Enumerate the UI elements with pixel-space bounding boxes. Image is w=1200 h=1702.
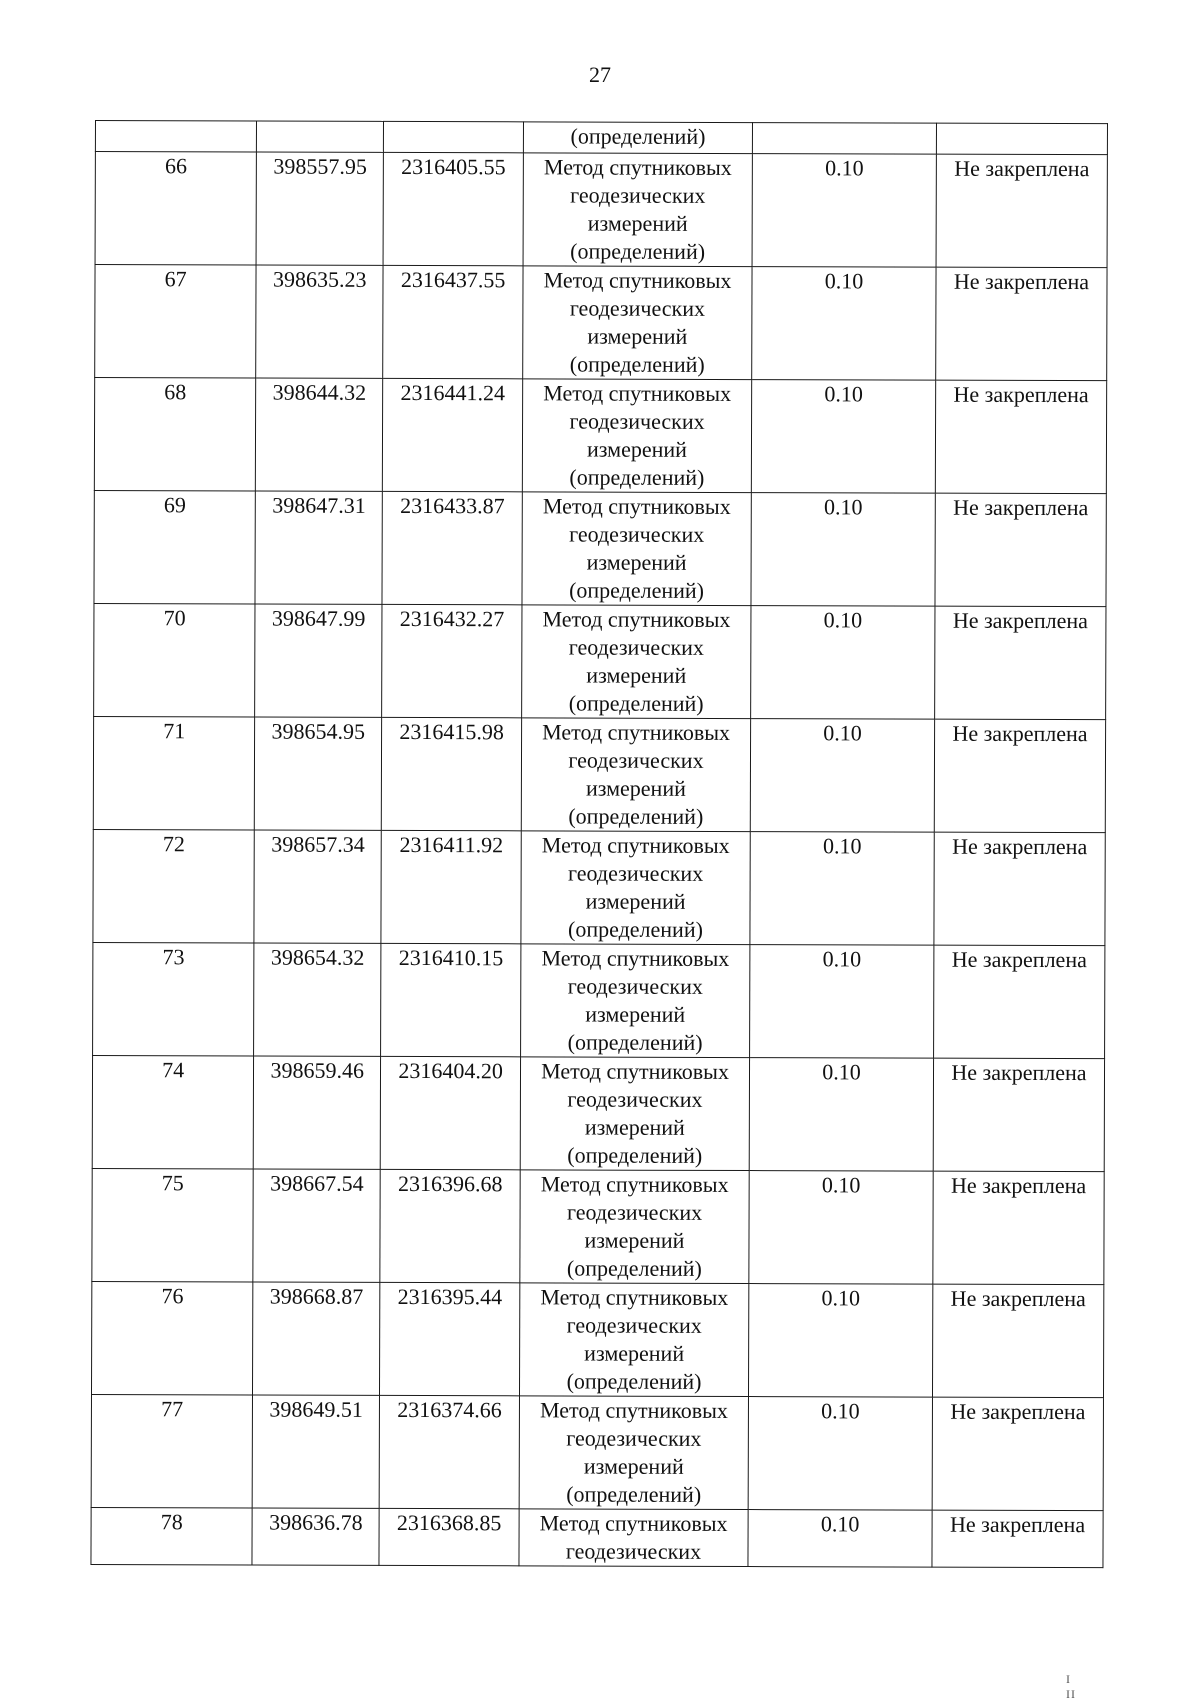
cell-fixing xyxy=(936,123,1107,155)
coordinates-table xyxy=(90,120,1108,1568)
cell-point-number: 73 xyxy=(93,942,255,1056)
cell-y-coordinate: 2316410.15 xyxy=(381,943,521,1056)
cell-method: Метод спутниковых геодезических измерений (определений) xyxy=(522,492,751,606)
table-row xyxy=(93,942,1105,1058)
cell-fixing: Не закреплена xyxy=(936,154,1107,268)
cell-y-coordinate: 2316368.85 xyxy=(379,1508,519,1565)
cell-y-coordinate: 2316433.87 xyxy=(382,491,522,604)
cell-accuracy: 0.10 xyxy=(750,719,934,833)
cell-y-coordinate: 2316374.66 xyxy=(379,1395,519,1508)
cell-fixing: Не закреплена xyxy=(932,1284,1103,1398)
cell-point-number: 72 xyxy=(93,829,255,943)
cell-method: Метод спутниковых геодезических измерений (определений) xyxy=(522,605,751,719)
cell-point-number: 67 xyxy=(95,265,257,379)
cell-x-coordinate: 398659.46 xyxy=(254,1056,381,1169)
cell-method: Метод спутниковых геодезических измерений (определений) xyxy=(522,379,751,493)
cell-accuracy: 0.10 xyxy=(752,154,936,268)
cell-method: Метод спутниковых геодезических измерений (определений) xyxy=(519,1396,748,1510)
cell-accuracy: 0.10 xyxy=(749,1058,933,1172)
cell-y-coordinate: 2316432.27 xyxy=(382,604,522,717)
cell-fixing: Не закреплена xyxy=(934,945,1105,1059)
cell-accuracy: 0.10 xyxy=(748,1397,932,1511)
cell-x-coordinate: 398636.78 xyxy=(252,1508,379,1565)
cell-fixing: Не закреплена xyxy=(934,719,1105,833)
cell-x-coordinate: 398557.95 xyxy=(256,152,383,265)
cell-accuracy: 0.10 xyxy=(751,380,935,494)
cell-accuracy: 0.10 xyxy=(751,606,935,720)
cell-fixing: Не закреплена xyxy=(935,606,1106,720)
cell-x-coordinate: 398649.51 xyxy=(252,1395,379,1508)
cell-fixing: Не закреплена xyxy=(932,1397,1103,1511)
cell-x-coordinate: 398654.95 xyxy=(255,717,382,830)
table-row xyxy=(94,490,1106,606)
cell-point-number: 75 xyxy=(92,1168,254,1282)
cell-point-number: 76 xyxy=(91,1281,253,1395)
cell-y-coordinate: 2316405.55 xyxy=(383,152,523,265)
cell-fixing: Не закреплена xyxy=(935,380,1106,494)
cell-x-coordinate: 398667.54 xyxy=(253,1169,380,1282)
cell-fixing: Не закреплена xyxy=(932,1510,1103,1568)
cell-fixing: Не закреплена xyxy=(934,832,1105,946)
scan-mark: I II xyxy=(1066,1672,1076,1701)
table-row xyxy=(91,1394,1103,1510)
table-row xyxy=(91,1507,1103,1567)
cell-x-coordinate: 398668.87 xyxy=(253,1282,380,1395)
cell-fixing: Не закреплена xyxy=(935,493,1106,607)
cell-accuracy: 0.10 xyxy=(750,832,934,946)
cell-y-coordinate: 2316404.20 xyxy=(380,1056,520,1169)
cell-method: Метод спутниковых геодезических xyxy=(519,1509,748,1567)
table-body xyxy=(91,121,1108,1568)
cell-point-number: 78 xyxy=(91,1507,252,1565)
cell-point-number: 70 xyxy=(94,603,256,717)
table-row xyxy=(92,1168,1104,1284)
table-row xyxy=(91,1281,1103,1397)
table-row xyxy=(93,829,1105,945)
cell-method: (определений) xyxy=(523,122,752,154)
cell-method: Метод спутниковых геодезических измерений (определений) xyxy=(523,266,752,380)
cell-accuracy: 0.10 xyxy=(752,267,936,381)
page-number: 27 xyxy=(589,62,611,87)
cell-point-number: 74 xyxy=(92,1055,254,1169)
cell-x-coordinate: 398657.34 xyxy=(254,830,381,943)
cell-y-coordinate: 2316396.68 xyxy=(380,1169,520,1282)
cell-fixing: Не закреплена xyxy=(933,1058,1104,1172)
cell-x-coordinate xyxy=(257,121,384,152)
cell-accuracy: 0.10 xyxy=(748,1510,932,1568)
cell-fixing: Не закреплена xyxy=(936,267,1107,381)
table-row xyxy=(94,378,1106,494)
cell-y-coordinate: 2316411.92 xyxy=(381,830,521,943)
cell-x-coordinate: 398647.99 xyxy=(255,604,382,717)
cell-x-coordinate: 398644.32 xyxy=(256,378,383,491)
cell-accuracy: 0.10 xyxy=(750,945,934,1059)
table-row xyxy=(95,265,1107,381)
cell-x-coordinate: 398635.23 xyxy=(256,265,383,378)
cell-method: Метод спутниковых геодезических измерений (определений) xyxy=(523,153,752,267)
cell-point-number: 68 xyxy=(94,378,256,492)
coordinates-table-wrapper xyxy=(90,120,1108,1568)
cell-point-number: 71 xyxy=(93,716,255,830)
cell-accuracy: 0.10 xyxy=(749,1171,933,1285)
cell-accuracy xyxy=(752,123,936,155)
cell-point-number: 66 xyxy=(95,152,257,266)
table-row xyxy=(93,716,1105,832)
cell-accuracy: 0.10 xyxy=(749,1284,933,1398)
cell-x-coordinate: 398654.32 xyxy=(254,943,381,1056)
table-row-continuation xyxy=(95,121,1107,155)
cell-method: Метод спутниковых геодезических измерений (определений) xyxy=(521,944,750,1058)
cell-x-coordinate: 398647.31 xyxy=(255,491,382,604)
cell-method: Метод спутниковых геодезических измерений (определений) xyxy=(521,831,750,945)
cell-accuracy: 0.10 xyxy=(751,493,935,607)
table-row xyxy=(94,603,1106,719)
cell-method: Метод спутниковых геодезических измерений (определений) xyxy=(520,1170,749,1284)
cell-point-number: 69 xyxy=(94,490,256,604)
cell-point-number: 77 xyxy=(91,1394,253,1508)
cell-method: Метод спутниковых геодезических измерений (определений) xyxy=(520,1057,749,1171)
cell-y-coordinate: 2316415.98 xyxy=(381,717,521,830)
cell-y-coordinate: 2316395.44 xyxy=(380,1282,520,1395)
cell-y-coordinate: 2316441.24 xyxy=(383,378,523,491)
cell-y-coordinate xyxy=(384,121,524,152)
cell-y-coordinate: 2316437.55 xyxy=(383,265,523,378)
cell-fixing: Не закреплена xyxy=(933,1171,1104,1285)
table-row xyxy=(95,152,1107,268)
cell-method: Метод спутниковых геодезических измерений (определений) xyxy=(519,1283,748,1397)
table-row xyxy=(92,1055,1104,1171)
cell-method: Метод спутниковых геодезических измерений (определений) xyxy=(521,718,750,832)
cell-point-number xyxy=(95,121,256,153)
